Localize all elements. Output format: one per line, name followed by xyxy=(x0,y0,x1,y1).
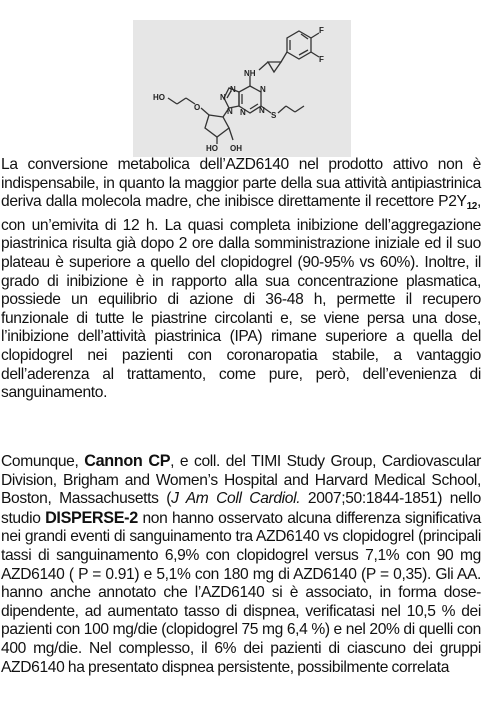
journal-citation: J Am Coll Cardiol. xyxy=(171,490,301,508)
paragraph2-text-c: 2007;50:1844-1851) nello studio xyxy=(1,490,481,527)
chemical-structure-figure xyxy=(133,20,351,157)
author-name: Cannon CP xyxy=(84,452,171,470)
atom-label-n5: N xyxy=(240,108,246,117)
study-name: DISPERSE-2 xyxy=(45,508,138,527)
atom-label-ho2: HO xyxy=(206,144,218,153)
atom-label-n6: N xyxy=(259,106,265,115)
paragraph1-text-b: , con un’emivita di 12 h. La quasi completa inibizione dell’aggregazione piastrinica risulta già dopo 2 ore dalla somministrazione iniziale ed il suo plateau è superiore a quello del clopidogrel (90-95% vs 60%). Inoltre, il grado di inibizione è in rapporto alla sua concentrazione plasmatica, possiede un equilibrio di azione di 36-48 h, permette il recupero funzionale di tutte le piastrine circolanti e, se viene persa una dose, l’inibizione dell’attività piastrinica (IPA) rimane superiore a quella del clopidogrel nei pazienti con coronaropatia stabile, a vantaggio dell’aderenza al trattamento, come pure, però, dell’evenienza di sanguinamento. xyxy=(1,193,481,402)
atom-label-n2: N xyxy=(260,85,266,94)
paragraph1-text-a: La conversione metabolica dell’AZD6140 nel prodotto attivo non è indispensabile, in quanto la maggior parte della sua attività antipiastrinica deriva dalla molecola madre, che inibisce direttamente il recettore P2Y xyxy=(1,156,481,211)
atom-label-o: O xyxy=(194,103,201,112)
atom-label-n3: N xyxy=(220,93,226,102)
atom-label-ho: HO xyxy=(153,93,165,102)
paragraph2-text-b: , e coll. del TIMI Study Group, Cardiovascular Division, Brigham and Women’s Hospital and Harvard Medical School, Boston, Massachusetts ( xyxy=(1,453,481,508)
atom-label-n1: N xyxy=(230,85,236,94)
receptor-subscript: 12 xyxy=(466,201,478,213)
paragraph2-text-d: non hanno osservato alcuna differenza significativa nei grandi eventi di sanguinamento tra AZD6140 vs clopidogrel (principali tassi di sanguinamento 6,9% con clopidogrel versus 7,1% con 90 mg AZD6140 ( P = 0.91) e 5,1% con 180 mg di AZD6140 (P = 0,35). Gli AA. hanno anche annotato che l’AZD6140 si è associato, in forma dose-dipendente, ad aumentato tasso di dispnea, verificatasi nel 10,5 % dei pazienti con 100 mg/die (clopidogrel 75 mg 6,4 %) e nel 20% di quelli con 400 mg/die. Nel complesso, il 6% dei pazienti di ciascuno dei gruppi AZD6140 ha presentato dispnea persistente, possibilmente correlata xyxy=(1,509,481,676)
atom-label-f2: F xyxy=(319,55,324,64)
atom-label-f1: F xyxy=(319,26,324,35)
paragraph-metabolic-conversion xyxy=(1,156,481,403)
atom-label-oh: OH xyxy=(230,144,242,153)
atom-label-s: S xyxy=(271,111,277,120)
atom-label-nh: NH xyxy=(244,69,256,78)
paragraph-disperse2-study xyxy=(1,452,481,677)
paragraph2-text-a: Comunque, xyxy=(1,453,85,470)
atom-label-n4: N xyxy=(227,107,233,116)
